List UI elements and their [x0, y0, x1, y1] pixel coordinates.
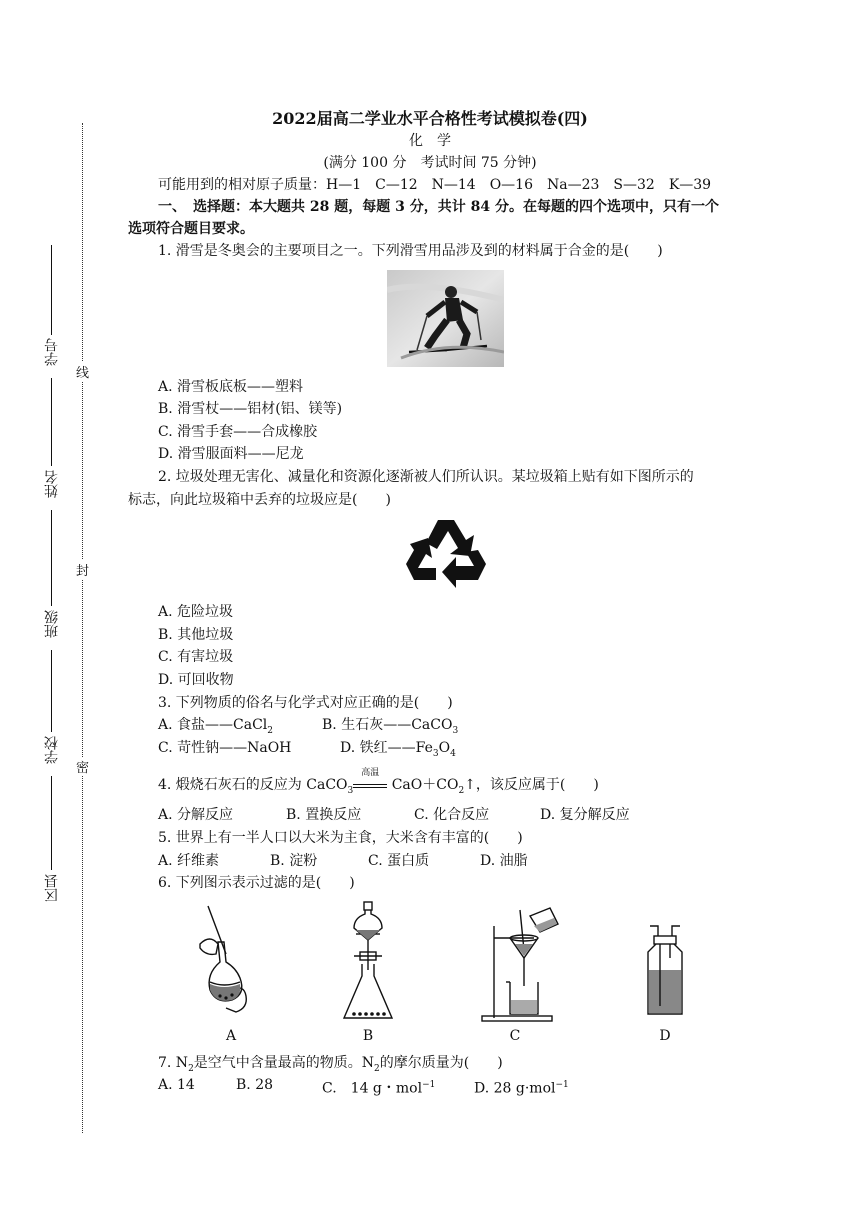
field-student-id: 学号 [44, 338, 60, 366]
figure-label-a: A [225, 1028, 237, 1044]
field-school: 学校 [44, 736, 60, 764]
q5-option-b: B. 淀粉 [270, 853, 318, 869]
binding-label-feng: 封 [76, 560, 89, 579]
q3-option-c: C. 苛性钠——NaOH [158, 740, 292, 756]
recycle-icon [404, 516, 488, 590]
reaction-arrow: 高温 [353, 782, 387, 788]
binding-dotted-line [82, 123, 83, 1133]
q5-option-c: C. 蛋白质 [368, 853, 430, 869]
q1-option-b: B. 滑雪杖——铝材(铝、镁等) [158, 401, 343, 417]
q3-option-d: D. 铁红$——Fe_3O_4$ [340, 740, 456, 759]
figure-label-c: C [509, 1028, 521, 1044]
figure-label-b: B [362, 1028, 374, 1044]
q4-option-b: B. 置换反应 [286, 807, 362, 823]
field-district: 区县 [44, 874, 60, 902]
q2-option-a: A. 危险垃圾 [158, 604, 234, 620]
q3-stem: 3. 下列物质的俗名与化学式对应正确的是( ) [158, 695, 453, 711]
q5-option-a: A. 纤维素 [158, 853, 220, 869]
q7-option-d: D. 28 g·mol$^{-1}$ [474, 1080, 569, 1097]
q4-option-a: A. 分解反应 [158, 807, 234, 823]
binding-label-xian: 线 [76, 362, 89, 381]
q1-option-d: D. 滑雪服面料——尼龙 [158, 446, 304, 462]
skier-photo [387, 270, 504, 367]
exam-info: (满分 100 分 考试时间 75 分钟) [323, 155, 537, 171]
q2-option-c: C. 有害垃圾 [158, 649, 234, 665]
q4-option-c: C. 化合反应 [414, 807, 490, 823]
section1-heading: 一、 选择题：本大题共 28 题，每题 3 分，共计 84 分。在每题的四个选项中，只有一个 [158, 199, 719, 215]
paper-title: 2022届高二学业水平合格性考试模拟卷(四) [272, 109, 588, 128]
figure-d-gas-washing-bottle [640, 922, 690, 1018]
q7-option-b: B. 28 [236, 1077, 274, 1093]
section1-heading-cont: 选项符合题目要求。 [128, 221, 254, 237]
q5-stem: 5. 世界上有一半人口以大米为主食，大米含有丰富的( ) [158, 830, 523, 846]
q7-option-a: A. 14 [158, 1077, 195, 1093]
figure-c-filtration [480, 906, 566, 1022]
q3-option-a: A. 食盐——CaCl$_2$ [158, 717, 273, 736]
q2-option-d: D. 可回收物 [158, 672, 234, 688]
q7-option-c: C. 14 g・mol$^{-1}$ [322, 1080, 436, 1097]
district-blank[interactable] [51, 776, 52, 870]
q2-option-b: B. 其他垃圾 [158, 627, 234, 643]
figure-label-d: D [659, 1028, 671, 1044]
q5-option-d: D. 油脂 [480, 853, 528, 869]
q4-stem: 4. 煅烧石灰石的反应为 CaCO$_3$ 高温 $CaO+CO_2↑$，该反应属于( ) [158, 768, 599, 796]
q7-stem: 7. $N_2$是空气中含量最高的物质。$N_2$的摩尔质量为( ) [158, 1055, 503, 1074]
q6-stem: 6. 下列图示表示过滤的是( ) [158, 875, 355, 891]
school-blank[interactable] [51, 650, 52, 732]
q1-option-a: A. 滑雪板底板——塑料 [158, 379, 304, 395]
figure-a-flask-shaking [196, 904, 256, 1020]
q2-stem-line2: 标志，向此垃圾箱中丢弃的垃圾应是( ) [128, 492, 391, 508]
q2-stem-line1: 2. 垃圾处理无害化、减量化和资源化逐渐被人们所认识。某垃圾箱上贴有如下图所示的 [158, 469, 694, 485]
field-name: 姓名 [44, 470, 60, 498]
q1-option-c: C. 滑雪手套——合成橡胶 [158, 424, 318, 440]
q3-option-b: B. 生石灰——CaCO$_3$ [322, 717, 459, 736]
subject: 化 学 [409, 133, 451, 149]
field-class: 班级 [44, 610, 60, 638]
binding-label-mi: 密 [76, 757, 89, 776]
q1-stem: 1. 滑雪是冬奥会的主要项目之一。下列滑雪用品涉及到的材料属于合金的是( ) [158, 243, 663, 259]
student-id-blank[interactable] [51, 245, 52, 335]
name-blank[interactable] [51, 378, 52, 466]
atomic-masses: 可能用到的相对原子质量：H—1 C—12 N—14 O—16 Na—23 S—32 K—39 [158, 177, 712, 193]
q4-option-d: D. 复分解反应 [540, 807, 630, 823]
figure-b-separatory-funnel [338, 900, 398, 1026]
class-blank[interactable] [51, 510, 52, 606]
